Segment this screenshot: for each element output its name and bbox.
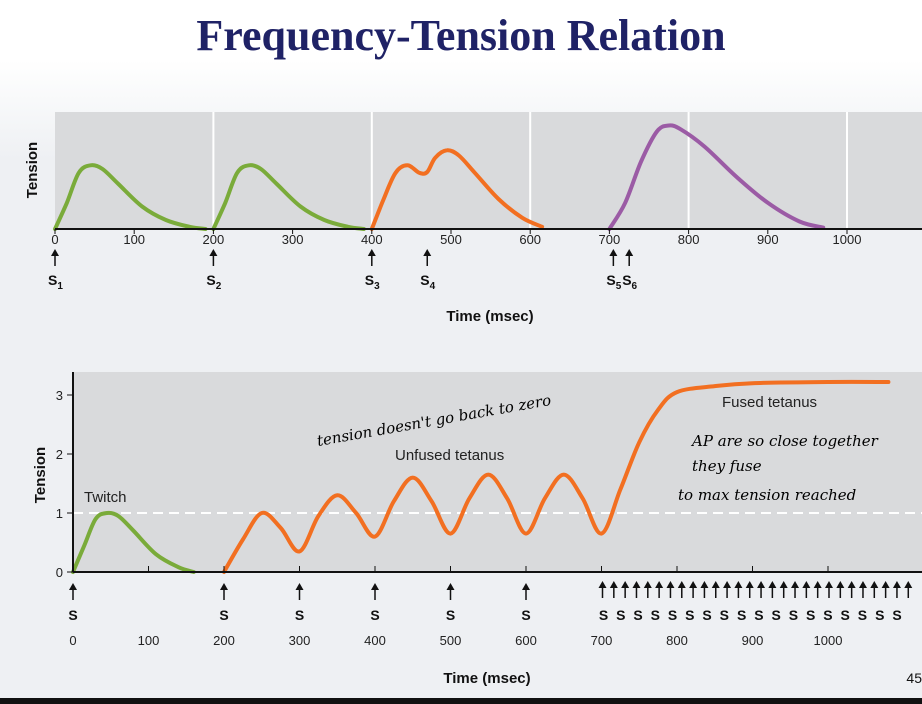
- top-stimulus-arrow-head: [209, 249, 217, 256]
- top-stimulus-label: $S_4$: [420, 272, 436, 292]
- bottom-stimulus-label: S: [219, 607, 229, 623]
- handwritten-note-line3: to max tension reached: [678, 486, 857, 504]
- bottom-train-arrow-head: [825, 581, 833, 588]
- bottom-train-arrow-head: [610, 581, 618, 588]
- bottom-train-arrow-head: [621, 581, 629, 588]
- annotation-unfused-tetanus: Unfused tetanus: [395, 447, 505, 464]
- top-x-tick-label: 400: [360, 232, 383, 247]
- bottom-train-label: S: [840, 607, 850, 623]
- bottom-train-label: S: [823, 607, 833, 623]
- top-x-tick-label: 0: [51, 232, 59, 247]
- bottom-x-tick-label: 700: [590, 633, 613, 648]
- top-x-tick-label: 200: [202, 232, 225, 247]
- bottom-train-label: S: [806, 607, 816, 623]
- bottom-stimulus-arrow-head: [220, 583, 228, 590]
- bottom-train-arrow-head: [802, 581, 810, 588]
- bottom-train-label: S: [875, 607, 885, 623]
- bottom-train-arrow-head: [712, 581, 720, 588]
- top-x-tick-label: 800: [677, 232, 700, 247]
- bottom-x-tick-label: 500: [439, 633, 462, 648]
- bottom-stimulus-label: S: [370, 607, 380, 623]
- top-x-axis-label: Time (msec): [446, 308, 534, 325]
- bottom-stimulus-label: S: [521, 607, 531, 623]
- handwritten-note-line1: AP are so close together: [692, 432, 878, 450]
- top-stimulus-arrow-head: [368, 249, 376, 256]
- bottom-train-arrow-head: [814, 581, 822, 588]
- bottom-train-arrow-head: [655, 581, 663, 588]
- bottom-train-arrow-head: [644, 581, 652, 588]
- top-x-tick-label: 900: [756, 232, 779, 247]
- bottom-train-arrow-head: [882, 581, 890, 588]
- bottom-y-tick-label: 3: [55, 388, 63, 403]
- top-stimulus-arrow-head: [609, 249, 617, 256]
- top-x-tick-label: 300: [281, 232, 304, 247]
- bottom-x-tick-label: 900: [741, 633, 764, 648]
- bottom-x-tick-label: 600: [515, 633, 537, 648]
- slide-title: Frequency-Tension Relation: [196, 11, 726, 60]
- annotation-fused-tetanus: Fused tetanus: [722, 394, 818, 411]
- bottom-train-arrow-head: [870, 581, 878, 588]
- bottom-x-tick-label: 1000: [813, 633, 843, 648]
- bottom-stimulus-arrow-head: [371, 583, 379, 590]
- top-x-tick-label: 100: [123, 232, 146, 247]
- bottom-train-arrow-head: [723, 581, 731, 588]
- bottom-stimulus-arrows: [68, 581, 912, 623]
- bottom-train-arrow-head: [848, 581, 856, 588]
- bottom-train-label: S: [633, 607, 643, 623]
- bottom-train-arrow-head: [632, 581, 640, 588]
- bottom-train-arrow-head: [859, 581, 867, 588]
- bottom-train-arrow-head: [791, 581, 799, 588]
- top-stimulus-label: $S_6$: [622, 272, 638, 292]
- bottom-stimulus-arrow-head: [447, 583, 455, 590]
- bottom-train-arrow-head: [689, 581, 697, 588]
- bottom-stimulus-label: S: [68, 607, 78, 623]
- top-x-tick-label: 1000: [832, 232, 862, 247]
- top-plot-area: [55, 112, 922, 229]
- bottom-train-label: S: [719, 607, 730, 623]
- top-stimulus-arrow-head: [51, 249, 59, 256]
- bottom-train-label: S: [616, 607, 626, 623]
- bottom-train-arrow-head: [780, 581, 788, 588]
- bottom-train-arrow-head: [757, 581, 765, 588]
- bottom-y-tick-label: 2: [55, 447, 63, 462]
- bottom-rule: [0, 698, 922, 704]
- bottom-train-arrow-head: [734, 581, 742, 588]
- bottom-train-arrow-head: [666, 581, 674, 588]
- top-stimulus-label: $S_5$: [606, 272, 622, 292]
- bottom-train-arrow-head: [904, 581, 912, 588]
- top-stimulus-label: $S_2$: [206, 272, 222, 292]
- top-chart: [24, 112, 922, 325]
- top-x-tick-label: 700: [598, 232, 621, 247]
- top-y-axis-label: Tension: [24, 141, 41, 199]
- bottom-y-ticks: [56, 388, 73, 580]
- bottom-train-label: S: [685, 607, 695, 623]
- bottom-train-arrow-head: [893, 581, 901, 588]
- bottom-train-label: S: [667, 607, 678, 623]
- top-stimulus-label: $S_3$: [364, 272, 380, 292]
- bottom-train-label: S: [754, 607, 764, 623]
- bottom-train-arrow-head: [599, 581, 607, 588]
- bottom-chart: [32, 372, 922, 687]
- bottom-stimulus-label: S: [445, 607, 456, 623]
- bottom-train-arrow-head: [678, 581, 686, 588]
- bottom-x-tick-label: 800: [666, 633, 688, 648]
- bottom-x-axis-label: Time (msec): [443, 670, 531, 687]
- bottom-x-tick-label: 300: [288, 633, 311, 648]
- bottom-train-label: S: [771, 607, 781, 623]
- bottom-train-arrow-head: [746, 581, 754, 588]
- bottom-x-tick-label: 0: [69, 633, 77, 648]
- bottom-stimulus-arrow-head: [69, 583, 77, 590]
- bottom-train-label: S: [892, 607, 902, 623]
- bottom-stimulus-label: S: [294, 607, 305, 623]
- bottom-x-tick-label: 200: [213, 633, 235, 648]
- bottom-train-arrow-head: [700, 581, 708, 588]
- page-number: 45: [906, 670, 922, 686]
- bottom-train-label: S: [736, 607, 747, 623]
- top-stimulus-arrows: [48, 249, 638, 292]
- bottom-train-label: S: [857, 607, 868, 623]
- bottom-stimulus-arrow-head: [296, 583, 304, 590]
- top-x-ticks: [51, 229, 861, 247]
- annotation-twitch: Twitch: [84, 489, 127, 506]
- bottom-train-label: S: [650, 607, 660, 623]
- top-stimulus-label: $S_1$: [48, 272, 63, 292]
- top-stimulus-arrow-head: [625, 249, 633, 256]
- bottom-train-arrow-head: [836, 581, 844, 588]
- bottom-train-arrow-head: [768, 581, 776, 588]
- bottom-train-label: S: [702, 607, 712, 623]
- bottom-y-axis-label: Tension: [32, 446, 49, 504]
- top-x-tick-label: 500: [440, 232, 462, 247]
- bottom-y-tick-label: 1: [55, 506, 63, 521]
- handwritten-note-zero: tension doesn't go back to zero: [315, 391, 553, 450]
- bottom-y-tick-label: 0: [55, 565, 63, 580]
- bottom-x-tick-label: 100: [137, 633, 160, 648]
- top-stimulus-arrow-head: [423, 249, 431, 256]
- handwritten-note-line2: they fuse: [692, 457, 762, 475]
- top-x-tick-label: 600: [519, 232, 542, 247]
- bottom-train-label: S: [788, 607, 799, 623]
- bottom-x-tick-label: 400: [364, 633, 386, 648]
- bottom-train-label: S: [598, 607, 609, 623]
- bottom-stimulus-arrow-head: [522, 583, 530, 590]
